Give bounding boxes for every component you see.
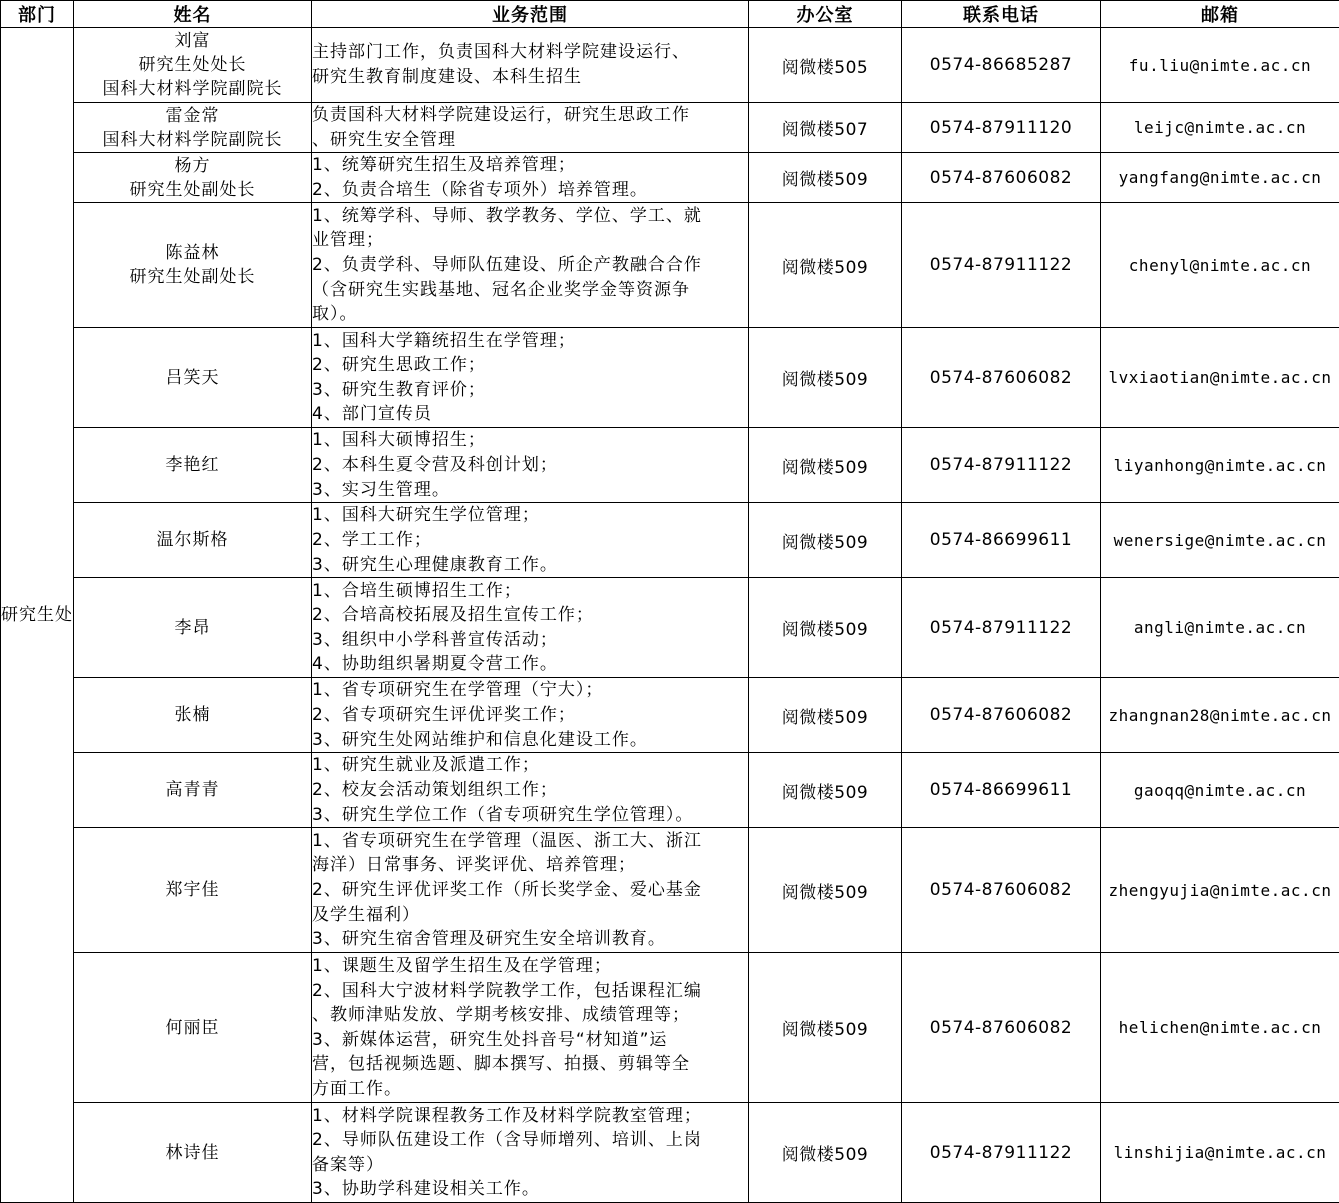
email-cell[interactable]: chenyl@nimte.ac.cn [1101,203,1339,328]
scope-line: 2、负责学科、导师队伍建设、所企产教融合合作 [312,255,702,276]
scope-line: 3、研究生宿舍管理及研究生安全培训教育。 [312,929,666,950]
scope-line: 1、国科大硕博招生； [312,430,486,451]
header-scope: 业务范围 [312,1,749,28]
scope-cell [312,1103,749,1203]
scope-line: 、研究生安全管理 [312,129,456,150]
email-cell[interactable]: lvxiaotian@nimte.ac.cn [1101,328,1339,428]
name-line: 林诗佳 [165,1142,220,1163]
name-line: 雷金常 [165,105,220,126]
name-line: 陈益林 [165,243,220,264]
phone-cell: 0574-87911122 [902,578,1101,678]
scope-line: 1、国科大学籍统招生在学管理； [312,330,576,351]
department-cell: 研究生处 [1,28,74,1203]
phone-cell: 0574-86685287 [902,28,1101,103]
phone-cell: 0574-87606082 [902,678,1101,753]
scope-line: 3、研究生教育评价； [312,379,486,400]
scope-line: 海洋）日常事务、评奖评优、培养管理； [312,855,636,876]
name-line: 刘富 [174,31,211,51]
scope-line: 3、研究生心理健康教育工作。 [312,554,558,575]
name-line: 研究生处处长 [138,55,247,75]
scope-line: 2、导师队伍建设工作（含导师增列、培训、上岗 [312,1130,702,1151]
scope-line: 2、国科大宁波材料学院教学工作，包括课程汇编 [312,980,702,1001]
name-cell [74,328,312,428]
scope-line: 1、课题生及留学生招生及在学管理； [312,956,612,977]
table-row [1,678,1339,753]
scope-line: 3、研究生处网站维护和信息化建设工作。 [312,729,648,750]
scope-line: 营，包括视频选题、脚本撰写、拍摄、剪辑等全 [312,1054,690,1075]
name-cell [74,678,312,753]
scope-line: 2、研究生评优评奖工作（所长奖学金、爱心基金 [312,880,702,901]
table-row [1,1103,1339,1203]
scope-line: （含研究生实践基地、冠名企业奖学金等资源争 [312,279,690,300]
email-cell[interactable]: fu.liu@nimte.ac.cn [1101,28,1339,103]
table-row [1,578,1339,678]
office-cell: 阅微楼509 [749,678,902,753]
scope-line: 取）。 [312,304,358,325]
name-cell [74,428,312,503]
scope-line: 1、合培生硕博招生工作； [312,580,522,601]
header-email: 邮箱 [1101,1,1339,28]
scope-line: 1、统筹学科、导师、教学教务、学位、学工、就 [312,205,702,226]
scope-cell [312,503,749,578]
email-cell[interactable]: angli@nimte.ac.cn [1101,578,1339,678]
name-line: 李艳红 [165,455,220,476]
name-line: 吕笑天 [165,367,220,388]
phone-cell: 0574-87911122 [902,428,1101,503]
header-name: 姓名 [74,1,312,28]
phone-cell: 0574-87606082 [902,828,1101,953]
phone-cell: 0574-87911120 [902,103,1101,153]
office-cell: 阅微楼509 [749,953,902,1103]
name-line: 研究生处副处长 [129,179,256,200]
scope-line: 3、新媒体运营，研究生处抖音号“材知道”运 [312,1029,668,1050]
office-cell: 阅微楼509 [749,428,902,503]
email-cell[interactable]: zhengyujia@nimte.ac.cn [1101,828,1339,953]
phone-cell: 0574-87606082 [902,953,1101,1103]
table-row [1,953,1339,1103]
scope-line: 2、负责合培生（除省专项外）培养管理。 [312,179,648,200]
scope-cell [312,103,749,153]
scope-line: 4、协助组织暑期夏令营工作。 [312,654,558,675]
scope-line: 1、省专项研究生在学管理（宁大）； [312,680,604,701]
scope-line: 研究生教育制度建设、本科生招生 [312,67,582,87]
phone-cell: 0574-87911122 [902,203,1101,328]
phone-cell: 0574-87606082 [902,328,1101,428]
office-cell: 阅微楼509 [749,753,902,828]
phone-cell: 0574-86699611 [902,503,1101,578]
scope-line: 主持部门工作，负责国科大材料学院建设运行、 [312,42,690,63]
phone-cell: 0574-87911122 [902,1103,1101,1203]
scope-line: 2、合培高校拓展及招生宣传工作； [312,605,594,626]
scope-line: 1、研究生就业及派遣工作； [312,755,540,776]
name-line: 研究生处副处长 [129,267,256,288]
name-cell [74,103,312,153]
scope-line: 2、省专项研究生评优评奖工作； [312,705,576,726]
office-cell: 阅微楼509 [749,503,902,578]
name-cell [74,153,312,203]
email-cell[interactable]: wenersige@nimte.ac.cn [1101,503,1339,578]
scope-cell [312,678,749,753]
name-line: 国科大材料学院副院长 [102,79,283,99]
table-row [1,328,1339,428]
name-cell [74,578,312,678]
name-cell [74,753,312,828]
name-line: 郑宇佳 [165,880,220,901]
table-row [1,753,1339,828]
name-cell [74,503,312,578]
header-office: 办公室 [749,1,902,28]
scope-line: 2、校友会活动策划组织工作； [312,780,558,801]
office-cell: 阅微楼509 [749,1103,902,1203]
scope-line: 2、学工工作； [312,530,432,551]
scope-cell [312,328,749,428]
name-cell [74,28,312,103]
name-cell [74,953,312,1103]
scope-line: 业管理； [312,230,384,251]
scope-line: 3、协助学科建设相关工作。 [312,1179,540,1200]
table-row [1,103,1339,153]
scope-cell [312,578,749,678]
email-cell[interactable]: helichen@nimte.ac.cn [1101,953,1339,1103]
office-cell: 阅微楼509 [749,153,902,203]
scope-line: 1、省专项研究生在学管理（温医、浙工大、浙江 [312,830,702,851]
name-line: 温尔斯格 [156,530,229,551]
scope-cell [312,953,749,1103]
header-row [1,1,1339,28]
office-cell: 阅微楼509 [749,578,902,678]
scope-line: 负责国科大材料学院建设运行，研究生思政工作 [312,105,690,125]
scope-line: 4、部门宣传员 [312,404,432,425]
scope-line: 1、国科大研究生学位管理； [312,505,540,526]
name-line: 国科大材料学院副院长 [102,129,283,150]
email-cell[interactable]: linshijia@nimte.ac.cn [1101,1103,1339,1203]
scope-cell [312,828,749,953]
name-line: 张楠 [174,705,211,726]
header-department: 部门 [1,1,74,28]
phone-cell: 0574-87606082 [902,153,1101,203]
scope-line: 3、实习生管理。 [312,479,450,500]
name-cell [74,203,312,328]
scope-cell [312,28,749,103]
office-cell: 阅微楼507 [749,103,902,153]
staff-table-body [1,28,1339,1203]
table-row [1,503,1339,578]
scope-line: 备案等） [312,1154,384,1175]
table-row [1,28,1339,103]
header-phone: 联系电话 [902,1,1101,28]
table-row [1,203,1339,328]
email-cell[interactable]: liyanhong@nimte.ac.cn [1101,428,1339,503]
name-line: 李昂 [174,617,211,638]
scope-line: 3、研究生学位工作（省专项研究生学位管理）。 [312,804,694,825]
scope-cell [312,753,749,828]
name-line: 高青青 [165,780,220,801]
office-cell: 阅微楼509 [749,203,902,328]
scope-cell [312,203,749,328]
office-cell: 阅微楼505 [749,28,902,103]
office-cell: 阅微楼509 [749,328,902,428]
scope-line: 方面工作。 [312,1079,402,1100]
office-cell: 阅微楼509 [749,828,902,953]
name-cell [74,1103,312,1203]
scope-line: 3、组织中小学科普宣传活动； [312,629,558,650]
email-cell[interactable]: leijc@nimte.ac.cn [1101,103,1339,153]
scope-line: 1、统筹研究生招生及培养管理； [312,155,576,176]
name-line: 何丽臣 [165,1017,220,1038]
scope-line: 2、本科生夏令营及科创计划； [312,455,558,476]
phone-cell: 0574-86699611 [902,753,1101,828]
table-row [1,828,1339,953]
scope-cell [312,153,749,203]
name-cell [74,828,312,953]
scope-cell [312,428,749,503]
scope-line: 及学生福利） [312,904,420,925]
name-line: 杨方 [174,155,211,176]
scope-line: 、教师津贴发放、学期考核安排、成绩管理等； [312,1005,690,1026]
table-row [1,428,1339,503]
scope-line: 1、材料学院课程教务工作及材料学院教室管理； [312,1105,702,1126]
email-cell[interactable]: zhangnan28@nimte.ac.cn [1101,678,1339,753]
email-cell[interactable]: yangfang@nimte.ac.cn [1101,153,1339,203]
scope-line: 2、研究生思政工作； [312,355,486,376]
email-cell[interactable]: gaoqq@nimte.ac.cn [1101,753,1339,828]
table-row [1,153,1339,203]
